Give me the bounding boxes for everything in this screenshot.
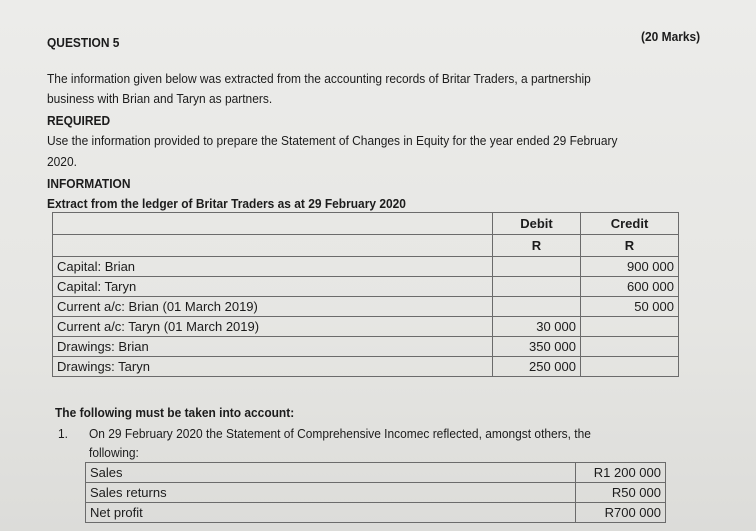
credit-value <box>581 337 679 357</box>
soci-value: R700 000 <box>576 503 666 523</box>
required-heading: REQUIRED <box>47 113 111 128</box>
notes-heading: The following must be taken into account: <box>55 405 295 420</box>
debit-value <box>493 277 581 297</box>
required-line-2: 2020. <box>47 154 77 169</box>
question-title: QUESTION 5 <box>47 35 120 50</box>
account-name: Current a/c: Taryn (01 March 2019) <box>53 317 493 337</box>
intro-line-2: business with Brian and Taryn as partners. <box>47 91 273 106</box>
ledger-subheading: Extract from the ledger of Britar Traders as at 29 February 2020 <box>47 196 406 211</box>
credit-value: 900 000 <box>581 257 679 277</box>
debit-header: Debit <box>493 213 581 235</box>
debit-value <box>493 257 581 277</box>
soci-value: R50 000 <box>576 483 666 503</box>
note-line-1: On 29 February 2020 the Statement of Comprehensive Incomec reflected, amongst others, the <box>89 426 591 441</box>
required-line-1: Use the information provided to prepare the Statement of Changes in Equity for the year ended 29 February <box>47 133 618 148</box>
soci-label: Sales returns <box>86 483 576 503</box>
soci-value: R1 200 000 <box>576 463 666 483</box>
credit-value: 50 000 <box>581 297 679 317</box>
account-name: Capital: Brian <box>53 257 493 277</box>
debit-value: 250 000 <box>493 357 581 377</box>
table-row <box>86 463 666 483</box>
account-name: Drawings: Taryn <box>53 357 493 377</box>
debit-value <box>493 297 581 317</box>
credit-unit: R <box>581 235 679 257</box>
credit-value: 600 000 <box>581 277 679 297</box>
table-row <box>86 503 666 523</box>
information-heading: INFORMATION <box>47 176 131 191</box>
table-row <box>53 337 679 357</box>
debit-unit: R <box>493 235 581 257</box>
ledger-unit-blank <box>53 235 493 257</box>
account-name: Drawings: Brian <box>53 337 493 357</box>
ledger-header-row <box>53 213 679 235</box>
account-name: Capital: Taryn <box>53 277 493 297</box>
table-row <box>53 357 679 377</box>
soci-label: Net profit <box>86 503 576 523</box>
income-statement-table <box>85 462 666 523</box>
marks-label: (20 Marks) <box>641 29 701 44</box>
table-row <box>86 483 666 503</box>
intro-line-1: The information given below was extracted from the accounting records of Britar Traders, a partnership <box>47 71 591 86</box>
ledger-table <box>52 212 679 377</box>
credit-value <box>581 317 679 337</box>
table-row <box>53 297 679 317</box>
soci-label: Sales <box>86 463 576 483</box>
debit-value: 30 000 <box>493 317 581 337</box>
credit-value <box>581 357 679 377</box>
note-line-2: following: <box>89 445 139 460</box>
table-row <box>53 277 679 297</box>
note-number: 1. <box>58 426 68 441</box>
credit-header: Credit <box>581 213 679 235</box>
table-row <box>53 317 679 337</box>
account-name: Current a/c: Brian (01 March 2019) <box>53 297 493 317</box>
ledger-unit-row <box>53 235 679 257</box>
ledger-header-blank <box>53 213 493 235</box>
debit-value: 350 000 <box>493 337 581 357</box>
table-row <box>53 257 679 277</box>
